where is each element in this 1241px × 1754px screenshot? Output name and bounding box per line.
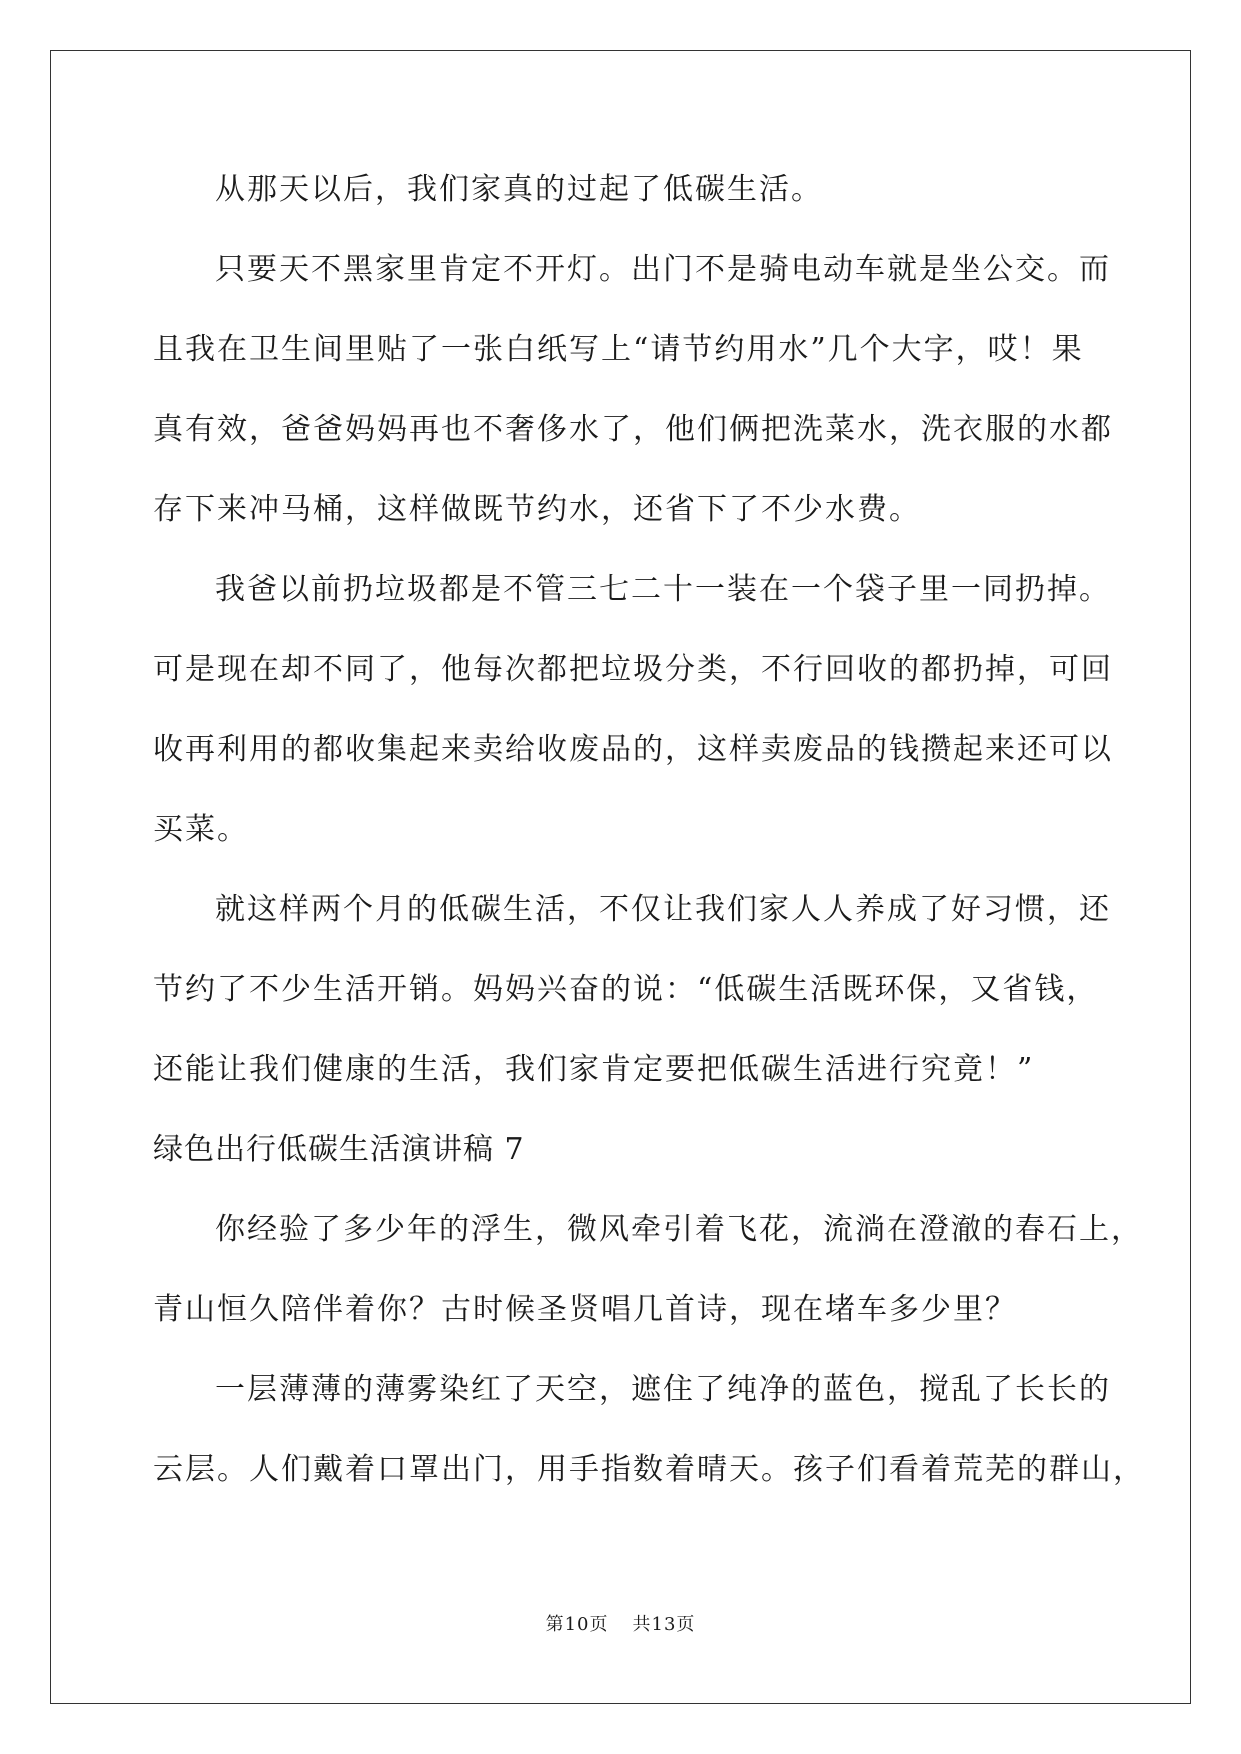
- text-line: 云层。人们戴着口罩出门，用手指数着晴天。孩子们看着荒芜的群山，: [153, 1452, 1145, 1487]
- page-number-current: 第10页: [545, 1614, 609, 1635]
- section-heading: 绿色出行低碳生活演讲稿 7: [153, 1132, 525, 1167]
- text-line: 节约了不少生活开销。妈妈兴奋的说：“低碳生活既环保，又省钱，: [153, 972, 1099, 1007]
- text-line: 可是现在却不同了，他每次都把垃圾分类，不行回收的都扔掉，可回: [153, 652, 1113, 687]
- text-line: 我爸以前扔垃圾都是不管三七二十一装在一个袋子里一同扔掉。: [215, 572, 1111, 607]
- text-line: 从那天以后，我们家真的过起了低碳生活。: [215, 172, 823, 207]
- text-line: 收再利用的都收集起来卖给收废品的，这样卖废品的钱攒起来还可以: [153, 732, 1113, 767]
- text-line: 就这样两个月的低碳生活，不仅让我们家人人养成了好习惯，还: [215, 892, 1111, 927]
- text-line: 还能让我们健康的生活，我们家肯定要把低碳生活进行究竟！”: [153, 1052, 1035, 1087]
- text-line: 存下来冲马桶，这样做既节约水，还省下了不少水费。: [153, 492, 921, 527]
- text-line: 你经验了多少年的浮生，微风牵引着飞花，流淌在澄澈的春石上，: [215, 1212, 1143, 1247]
- text-line: 一层薄薄的薄雾染红了天空，遮住了纯净的蓝色，搅乱了长长的: [215, 1372, 1111, 1407]
- page-number-total: 共13页: [632, 1614, 696, 1635]
- text-line: 只要天不黑家里肯定不开灯。出门不是骑电动车就是坐公交。而: [215, 252, 1111, 287]
- page-footer: [0, 1613, 1241, 1637]
- text-line: 真有效，爸爸妈妈再也不奢侈水了，他们俩把洗菜水，洗衣服的水都: [153, 412, 1113, 447]
- text-line: 青山恒久陪伴着你？古时候圣贤唱几首诗，现在堵车多少里？: [153, 1292, 1017, 1327]
- text-line: 且我在卫生间里贴了一张白纸写上“请节约用水”几个大字，哎！果: [153, 332, 1084, 367]
- text-line: 买菜。: [153, 812, 249, 847]
